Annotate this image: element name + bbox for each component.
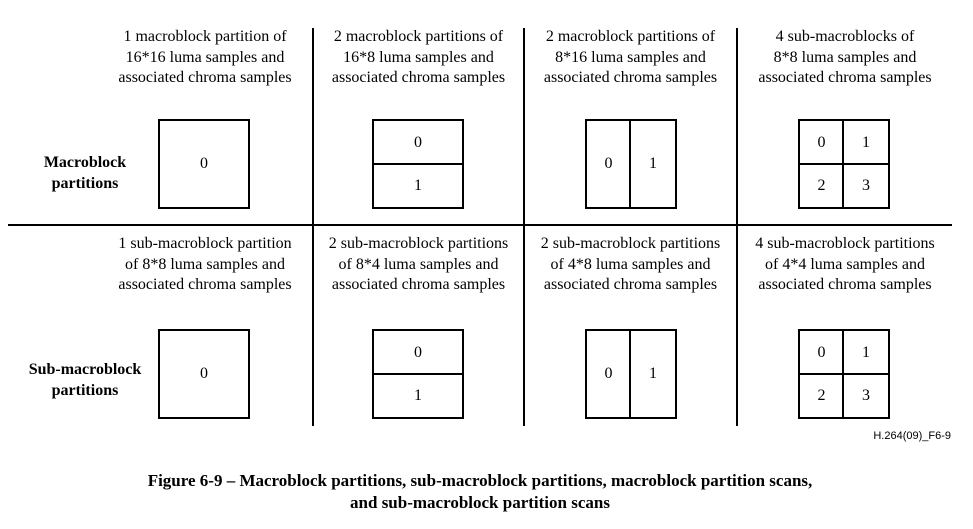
caption-line: 2 macroblock partitions of: [545, 28, 716, 45]
sub-partition-box-8x8: [158, 329, 250, 419]
partition-index: 2: [817, 177, 826, 194]
caption-r2-c1: [100, 234, 310, 296]
caption-line: associated chroma samples: [118, 276, 292, 293]
partition-index: 0: [604, 365, 613, 382]
caption-line: associated chroma samples: [118, 69, 292, 86]
caption-line: 2 sub-macroblock partitions: [540, 235, 721, 252]
partition-index: 2: [817, 387, 826, 404]
row-label-line: Macroblock: [43, 154, 127, 171]
row-label-line: partitions: [51, 174, 119, 192]
caption-line: 1 macroblock partition of: [123, 28, 287, 45]
caption-line: 8*8 luma samples and: [773, 48, 917, 66]
partition-index: 0: [200, 155, 208, 172]
figure-caption-line: Figure 6-9 – Macroblock partitions, sub-macroblock partitions, macroblock partition scans,: [147, 471, 813, 490]
partition-index: 1: [649, 365, 657, 382]
caption-line: 16*16 luma samples and: [125, 48, 285, 66]
partition-index: 1: [414, 387, 422, 404]
caption-line: associated chroma samples: [543, 276, 718, 293]
figure-id: H.264(09)_F6-9: [873, 430, 951, 442]
caption-r2-c3: [525, 234, 736, 296]
caption-line: associated chroma samples: [758, 276, 932, 293]
row-label-sub-macroblock: [10, 360, 160, 401]
row-label-line: Sub-macroblock: [28, 361, 142, 378]
caption-line: associated chroma samples: [331, 276, 506, 293]
caption-r2-c4: [738, 234, 952, 296]
partition-index: 3: [862, 177, 870, 194]
sub-partition-box-4x4-quad: [798, 329, 890, 419]
partition-index: 1: [649, 155, 657, 172]
caption-line: associated chroma samples: [331, 69, 506, 86]
caption-line: associated chroma samples: [543, 69, 718, 86]
caption-line: of 8*8 luma samples and: [125, 255, 285, 273]
row-label-macroblock: [20, 153, 150, 194]
partition-index: 0: [817, 343, 826, 361]
caption-line: 4 sub-macroblock partitions: [755, 235, 935, 252]
caption-line: 1 sub-macroblock partition: [118, 235, 292, 252]
caption-r1-c3: [525, 27, 736, 89]
partition-box-8x8-quad: [798, 119, 890, 209]
sub-partition-box-8x4: [372, 329, 464, 419]
partition-index: 0: [414, 133, 422, 151]
figure-caption-line: and sub-macroblock partition scans: [350, 493, 610, 512]
partition-index: 0: [414, 343, 422, 361]
partition-index: 3: [862, 387, 870, 404]
caption-line: associated chroma samples: [758, 69, 932, 86]
caption-line: of 4*4 luma samples and: [765, 255, 925, 273]
caption-line: 8*16 luma samples and: [555, 48, 706, 66]
partition-index: 0: [200, 365, 208, 382]
partition-index: 1: [862, 133, 870, 151]
caption-line: 2 sub-macroblock partitions: [328, 235, 509, 252]
caption-line: 2 macroblock partitions of: [333, 28, 504, 45]
partition-index: 1: [862, 343, 870, 361]
caption-r2-c2: [314, 234, 523, 296]
row-divider: [8, 224, 952, 226]
caption-r1-c1: [100, 27, 310, 89]
figure-caption: [0, 470, 960, 514]
partition-index: 0: [604, 155, 613, 172]
caption-r1-c4: [738, 27, 952, 89]
caption-line: 4 sub-macroblocks of: [775, 28, 915, 45]
caption-line: of 4*8 luma samples and: [550, 255, 711, 273]
partition-box-8x16: [585, 119, 677, 209]
caption-line: 16*8 luma samples and: [343, 48, 494, 66]
caption-line: of 8*4 luma samples and: [338, 255, 499, 273]
row-label-line: partitions: [51, 381, 119, 399]
partition-box-16x16: [158, 119, 250, 209]
sub-partition-box-4x8: [585, 329, 677, 419]
partition-index: 1: [414, 177, 422, 194]
partition-index: 0: [817, 133, 826, 151]
caption-r1-c2: [314, 27, 523, 89]
partition-box-16x8: [372, 119, 464, 209]
